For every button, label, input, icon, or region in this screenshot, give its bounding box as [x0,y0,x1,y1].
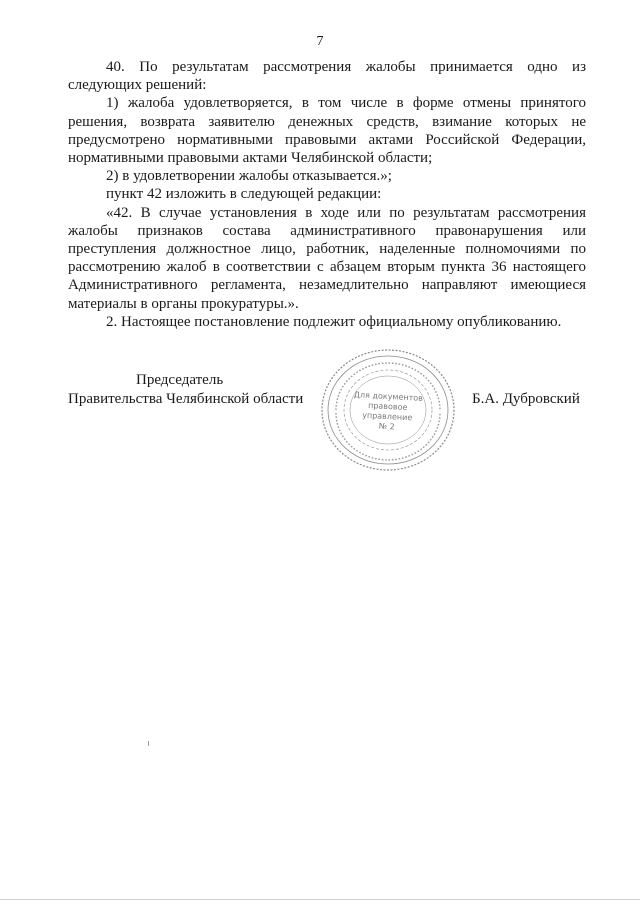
paragraph-amendment-42: пункт 42 изложить в следующей редакции: [106,186,382,203]
paragraph-40: 40. По результатам рассмотрения жалобы принимается одно из следующих решений: [68,59,586,94]
document-body [68,58,586,331]
page-number: 7 [316,34,324,49]
seal-line-2: правовое [367,400,408,413]
signatory-name: Б.А. Дубровский [472,391,580,407]
page-bottom-edge [0,899,640,900]
paragraph-42: «42. В случае установления в ходе или по результатам рассмотрения жалобы признаков состава административного правонарушения или преступления должностное лицо, работник, наделенные полномочиями по рассмотрению жалоб в соответствии с абзацем вторым пункта 36 настоящего Административного регламента, незамедлительно направляют имеющиеся материалы в органы прокуратуры.». [68,204,586,312]
paragraph-publication: 2. Настоящее постановление подлежит официальному опубликованию. [106,313,562,330]
paragraph-item-2: 2) в удовлетворении жалобы отказывается.»; [106,168,392,185]
signatory-title [68,371,308,409]
paragraph-item-1: 1) жалоба удовлетворяется, в том числе в форме отмены принятого решения, возврата заявителю денежных средств, взимание которых не предусмотрено нормативными правовыми актами Российской Федерации, нормативными правовыми актами Челябинской области; [68,95,586,167]
scan-speck [148,741,149,746]
signatory-title-line-2: Правительства Челябинской области [68,391,304,407]
seal-inner-text [339,390,436,435]
signatory-title-line-1: Председатель [136,372,224,388]
seal-line-4: № 2 [378,421,395,432]
seal-line-3: управление [362,410,413,423]
seal-line-1: Для документов [353,390,424,403]
